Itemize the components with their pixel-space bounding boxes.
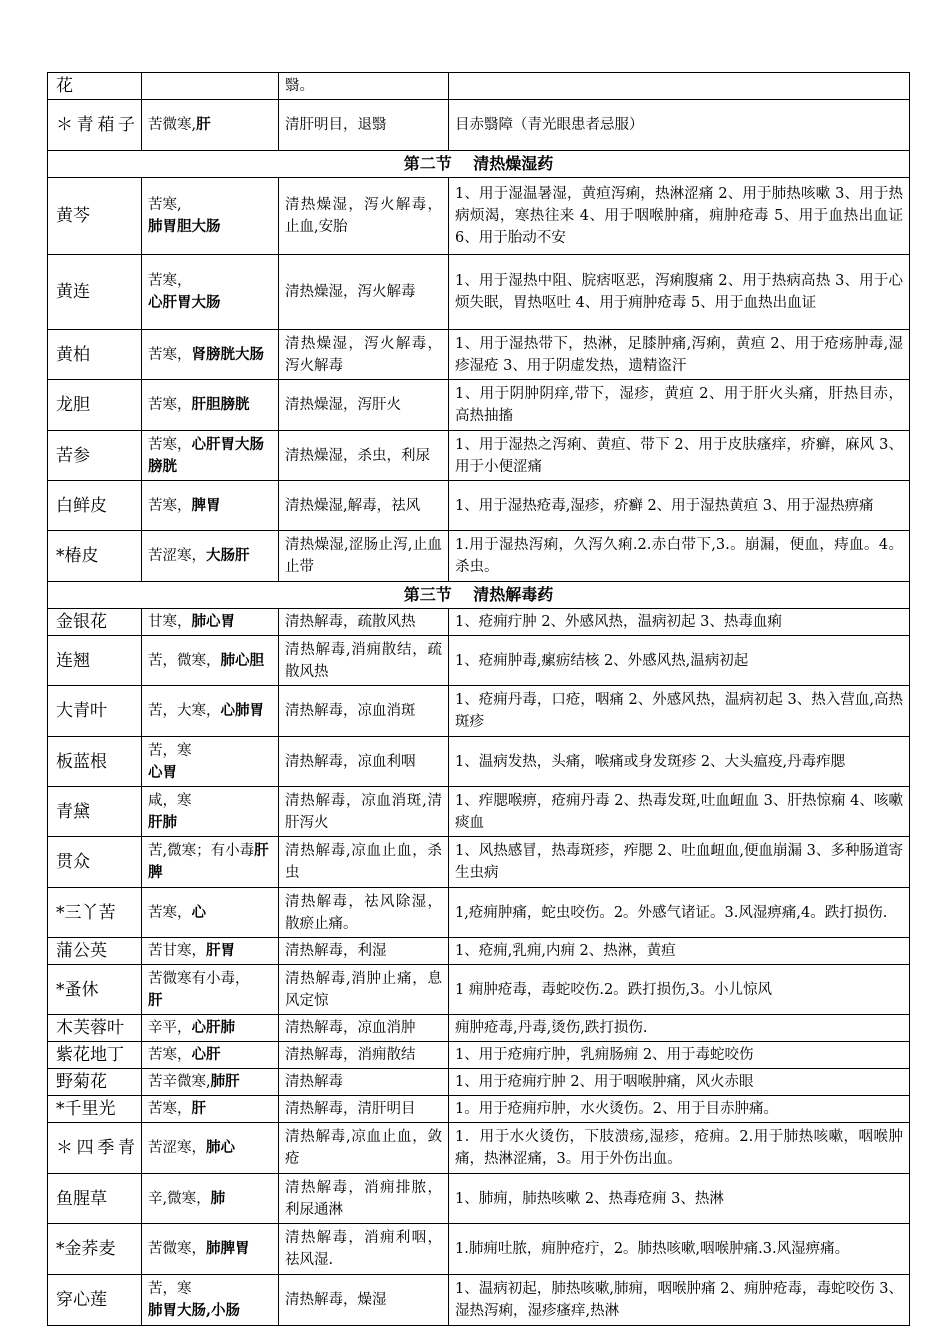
herb-effect: 清热解毒，消痈散结 — [279, 1042, 449, 1069]
herb-meridian: 肺心胆 — [220, 651, 264, 669]
herb-effect: 清热解毒,消肿止痛，息风定惊 — [279, 965, 449, 1015]
herb-name: *千里光 — [48, 1096, 142, 1123]
herb-usage: 目赤翳障（青光眼患者忌服） — [449, 100, 910, 151]
herb-property: 辛平， — [148, 1020, 192, 1036]
herb-usage: 1、疮痈肿毒,瘰疬结核 2、外感风热,温病初起 — [449, 636, 910, 686]
table-row — [48, 255, 910, 330]
herb-meridian: 肝肺 — [148, 813, 177, 831]
herb-table-body — [48, 73, 910, 1326]
herb-meridian: 心胃 — [148, 763, 177, 781]
herb-meridian: 心 — [191, 903, 206, 921]
herb-property: 苦寒， — [148, 346, 192, 363]
herb-meridian: 肺脾胃 — [206, 1240, 250, 1257]
herb-meridian: 肝胆膀胱 — [191, 396, 250, 413]
herb-property: 苦甘寒， — [148, 943, 206, 959]
herb-effect: 清热燥湿，杀虫，利尿 — [279, 431, 449, 481]
herb-meridian: 肺胃胆大肠 — [148, 218, 221, 235]
herb-meridian: 肝脾 — [148, 842, 269, 881]
herb-effect: 清热解毒,消痈散结，疏散风热 — [279, 636, 449, 686]
herb-effect: 清热解毒，凉血消斑 — [279, 686, 449, 737]
herb-effect: 清热解毒,凉血止血，杀虫 — [279, 837, 449, 888]
herb-property: 苦涩寒， — [148, 1140, 206, 1156]
table-row — [48, 1015, 910, 1042]
herb-effect: 清热燥湿,涩肠止泻,止血止带 — [279, 531, 449, 582]
herb-property: 苦，寒 — [148, 742, 192, 759]
property-meridian-cell — [142, 787, 279, 837]
property-meridian-cell — [142, 737, 279, 787]
table-row — [48, 1275, 910, 1326]
herb-effect: 清热解毒，疏散风热 — [279, 609, 449, 636]
herb-name: *蚤休 — [48, 965, 142, 1015]
herb-property: 苦涩寒， — [148, 548, 206, 564]
herb-property: 甘寒， — [148, 614, 192, 630]
property-meridian-cell — [142, 255, 279, 330]
herb-name: 龙胆 — [48, 380, 142, 431]
herb-effect: 清热解毒，利湿 — [279, 938, 449, 965]
herb-usage — [449, 73, 910, 100]
herb-effect: 清热燥湿，泻肝火 — [279, 380, 449, 431]
herb-effect: 清热燥湿，泻火解毒，止血,安胎 — [279, 178, 449, 255]
table-row — [48, 1096, 910, 1123]
table-row — [48, 330, 910, 380]
herb-usage: 1、痄腮喉痹，疮痈丹毒 2、热毒发斑,吐血衄血 3、肝热惊痫 4、咳嗽痰血 — [449, 787, 910, 837]
herb-meridian: 肝胃 — [206, 942, 235, 959]
herb-property: 苦，大寒， — [148, 703, 221, 719]
herb-name: 大青叶 — [48, 686, 142, 737]
table-row — [48, 837, 910, 888]
property-meridian-cell — [142, 1224, 279, 1275]
herb-meridian: 肺 — [210, 1189, 226, 1207]
herb-name: *三丫苦 — [48, 888, 142, 938]
herb-effect: 清热解毒，凉血利咽 — [279, 737, 449, 787]
herb-name: 白鲜皮 — [48, 481, 142, 531]
herb-name: 连翘 — [48, 636, 142, 686]
herb-name: 黄芩 — [48, 178, 142, 255]
property-meridian-cell — [142, 837, 279, 888]
herb-name: 青黛 — [48, 787, 142, 837]
herb-meridian: 心肺胃 — [220, 702, 264, 719]
herb-usage: 1、用于疮痈疔肿，乳痈肠痈 2、用于毒蛇咬伤 — [449, 1042, 910, 1069]
herb-usage: 1.肺痈吐脓，痈肿疮疔，2。肺热咳嗽,咽喉肿痛.3.风湿痹痛。 — [449, 1224, 910, 1275]
property-meridian-cell — [142, 330, 279, 380]
herb-meridian: 肾膀胱大肠 — [191, 345, 264, 363]
herb-property: 苦微寒, — [148, 117, 197, 133]
table-row — [48, 1069, 910, 1096]
herb-meridian: 心肝肺 — [191, 1019, 235, 1036]
section-title: 第三节 清热解毒药 — [48, 582, 910, 609]
section-row — [48, 582, 910, 609]
herb-property: 苦寒， — [148, 904, 192, 921]
herb-property: 辛,微寒， — [148, 1190, 211, 1207]
table-row — [48, 431, 910, 481]
herb-name: 鱼腥草 — [48, 1174, 142, 1224]
herb-meridian: 心肝胃大肠 — [148, 294, 221, 311]
herb-usage: 1。用于疮痈疖肿，水火烫伤。2、用于目赤肿痛。 — [449, 1096, 910, 1123]
property-meridian-cell — [142, 531, 279, 582]
herb-property: 苦寒， — [148, 436, 192, 453]
property-meridian-cell — [142, 431, 279, 481]
herb-meridian: 肺心 — [206, 1139, 235, 1156]
herb-meridian: 肺胃大肠,小肠 — [148, 1302, 241, 1319]
table-row — [48, 1123, 910, 1174]
herb-effect: 清热解毒，祛风除湿，散瘀止痛。 — [279, 888, 449, 938]
table-row — [48, 1224, 910, 1275]
herb-name: 苦参 — [48, 431, 142, 481]
herb-usage: 1、疮痈,乳痈,内痈 2、热淋，黄疸 — [449, 938, 910, 965]
herb-usage: 1、温病发热，头痛，喉痛或身发斑疹 2、大头瘟疫,丹毒痄腮 — [449, 737, 910, 787]
herb-meridian: 心肝胃大肠膀胱 — [148, 435, 264, 475]
herb-usage: 1、用于湿热中阻、脘痞呕恶，泻痢腹痛 2、用于热病高热 3、用于心烦失眠，胃热呕吐 4、用于痈肿疮毒 5、用于血热出血证 — [449, 255, 910, 330]
table-row — [48, 1042, 910, 1069]
herb-effect: 清热解毒，燥湿 — [279, 1275, 449, 1326]
table-row — [48, 481, 910, 531]
property-meridian-cell — [142, 636, 279, 686]
herb-property: 苦微寒有小毒， — [148, 970, 250, 987]
property-meridian-cell — [142, 888, 279, 938]
table-row — [48, 100, 910, 151]
property-meridian-cell — [142, 938, 279, 965]
herb-property: 咸，寒 — [148, 792, 192, 809]
herb-property: 苦寒， — [148, 397, 192, 413]
herb-usage: 1、风热感冒，热毒斑疹，痄腮 2、吐血衄血,便血崩漏 3、多种肠道寄生虫病 — [449, 837, 910, 888]
property-meridian-cell — [142, 609, 279, 636]
herb-property: 苦,微寒；有小毒 — [148, 843, 255, 859]
property-meridian-cell — [142, 1174, 279, 1224]
property-meridian-cell — [142, 73, 279, 100]
herb-effect: 清热解毒，清肝明目 — [279, 1096, 449, 1123]
herb-usage: 1 痈肿疮毒，毒蛇咬伤.2。跌打损伤,3。小儿惊风 — [449, 965, 910, 1015]
herb-usage: 1、疮痈丹毒，口疮，咽痛 2、外感风热，温病初起 3、热入营血,高热斑疹 — [449, 686, 910, 737]
property-meridian-cell — [142, 1069, 279, 1096]
herb-meridian: 肝 — [196, 116, 211, 133]
herb-effect: 清热解毒，消痈排脓，利尿通淋 — [279, 1174, 449, 1224]
herb-name: *金荞麦 — [48, 1224, 142, 1275]
herb-effect: 清热解毒 — [279, 1069, 449, 1096]
section-title: 第二节 清热燥湿药 — [48, 151, 910, 178]
property-meridian-cell — [142, 100, 279, 151]
herb-effect: 清热解毒，凉血消斑,清肝泻火 — [279, 787, 449, 837]
herb-meridian: 肺心胃 — [191, 613, 235, 630]
herb-effect: 清热解毒,凉血止血，敛疮 — [279, 1123, 449, 1174]
herb-name: 穿心莲 — [48, 1275, 142, 1326]
herb-name: 紫花地丁 — [48, 1042, 142, 1069]
table-row — [48, 737, 910, 787]
table-row — [48, 888, 910, 938]
herb-usage: 1、用于湿温暑湿，黄疸泻痢，热淋涩痛 2、用于肺热咳嗽 3、用于热病烦渴，寒热往来 4、用于咽喉肿痛，痈肿疮毒 5、用于血热出血证 6、用于胎动不安 — [449, 178, 910, 255]
herb-property: 苦寒， — [148, 1047, 192, 1063]
herb-usage: 1、用于湿热之泻痢、黄疸、带下 2、用于皮肤瘙痒，疥癣，麻风 3、用于小便涩痛 — [449, 431, 910, 481]
herb-effect: 清热解毒，消痈利咽，祛风湿. — [279, 1224, 449, 1275]
table-row — [48, 686, 910, 737]
table-row — [48, 531, 910, 582]
herb-effect: 清热燥湿，泻火解毒 — [279, 255, 449, 330]
section-row — [48, 151, 910, 178]
herb-usage: 1,疮痈肿痛，蛇虫咬伤。2。外感气诸证。3.风湿痹痛,4。跌打损伤. — [449, 888, 910, 938]
property-meridian-cell — [142, 481, 279, 531]
herb-usage: 1.用于湿热泻痢，久泻久痢.2.赤白带下,3.。崩漏，便血，痔血。4。杀虫。 — [449, 531, 910, 582]
herb-meridian: 心肝 — [191, 1046, 221, 1063]
property-meridian-cell — [142, 965, 279, 1015]
table-row — [48, 380, 910, 431]
herb-name: 板蓝根 — [48, 737, 142, 787]
property-meridian-cell — [142, 1042, 279, 1069]
herb-usage: 1、用于阴肿阴痒,带下，湿疹，黄疸 2、用于肝火头痛，肝热目赤，高热抽搐 — [449, 380, 910, 431]
herb-name: 野菊花 — [48, 1069, 142, 1096]
herb-usage: 1、用于湿热疮毒,湿疹，疥癣 2、用于湿热黄疸 3、用于湿热痹痛 — [449, 481, 910, 531]
property-meridian-cell — [142, 380, 279, 431]
herb-table — [47, 72, 910, 1326]
herb-name: ＊青葙子 — [48, 100, 142, 151]
herb-meridian: 脾胃 — [191, 496, 221, 514]
herb-meridian: 肝 — [191, 1100, 206, 1117]
herb-name: ＊四季青 — [48, 1123, 142, 1174]
herb-usage: 1．用于水火烫伤，下肢溃疡,湿疹，疮痈。2.用于肺热咳嗽，咽喉肿痛，热淋涩痛，3。用于外伤出血。 — [449, 1123, 910, 1174]
herb-effect: 清肝明目，退翳 — [279, 100, 449, 151]
herb-property: 苦，微寒， — [148, 652, 221, 669]
herb-name: *椿皮 — [48, 531, 142, 582]
table-row — [48, 609, 910, 636]
herb-effect: 清热燥湿,解毒，祛风 — [279, 481, 449, 531]
herb-name: 花 — [48, 73, 142, 100]
herb-name: 蒲公英 — [48, 938, 142, 965]
herb-meridian: 大肠肝 — [206, 547, 250, 564]
herb-property: 苦寒， — [148, 497, 192, 514]
herb-usage: 1、用于湿热带下，热淋，足膝肿痛,泻痢，黄疸 2、用于疮疡肿毒,湿疹湿疮 3、用于阴虚发热，遗精盗汗 — [449, 330, 910, 380]
herb-usage: 1、用于疮痈疔肿 2、用于咽喉肿痛，风火赤眼 — [449, 1069, 910, 1096]
herb-property: 苦寒, — [148, 197, 182, 213]
property-meridian-cell — [142, 1015, 279, 1042]
herb-name: 贯众 — [48, 837, 142, 888]
property-meridian-cell — [142, 1096, 279, 1123]
table-row — [48, 73, 910, 100]
herb-name: 黄连 — [48, 255, 142, 330]
herb-usage: 痈肿疮毒,丹毒,烫伤,跌打损伤. — [449, 1015, 910, 1042]
herb-meridian: 肝 — [148, 991, 163, 1009]
herb-property: 苦寒， — [148, 1101, 192, 1117]
property-meridian-cell — [142, 178, 279, 255]
herb-name: 黄柏 — [48, 330, 142, 380]
herb-effect: 清热解毒，凉血消肿 — [279, 1015, 449, 1042]
herb-name: 木芙蓉叶 — [48, 1015, 142, 1042]
table-row — [48, 178, 910, 255]
herb-effect: 翳。 — [279, 73, 449, 100]
herb-property: 苦寒， — [148, 273, 192, 289]
table-row — [48, 636, 910, 686]
herb-name: 金银花 — [48, 609, 142, 636]
property-meridian-cell — [142, 686, 279, 737]
herb-meridian: 肺肝 — [210, 1073, 240, 1090]
herb-usage: 1、温病初起，肺热咳嗽,肺痈，咽喉肿痛 2、痈肿疮毒，毒蛇咬伤 3、湿热泻痢，湿疹瘙痒,热淋 — [449, 1275, 910, 1326]
table-row — [48, 938, 910, 965]
property-meridian-cell — [142, 1275, 279, 1326]
herb-property: 苦微寒， — [148, 1241, 206, 1257]
table-row — [48, 965, 910, 1015]
herb-usage: 1、疮痈疔肿 2、外感风热，温病初起 3、热毒血痢 — [449, 609, 910, 636]
table-row — [48, 1174, 910, 1224]
herb-property: 苦辛微寒, — [148, 1074, 211, 1090]
herb-effect: 清热燥湿，泻火解毒，泻火解毒 — [279, 330, 449, 380]
herb-property: 苦，寒 — [148, 1281, 192, 1297]
table-row — [48, 787, 910, 837]
herb-usage: 1、肺痈，肺热咳嗽 2、热毒疮痈 3、热淋 — [449, 1174, 910, 1224]
property-meridian-cell — [142, 1123, 279, 1174]
